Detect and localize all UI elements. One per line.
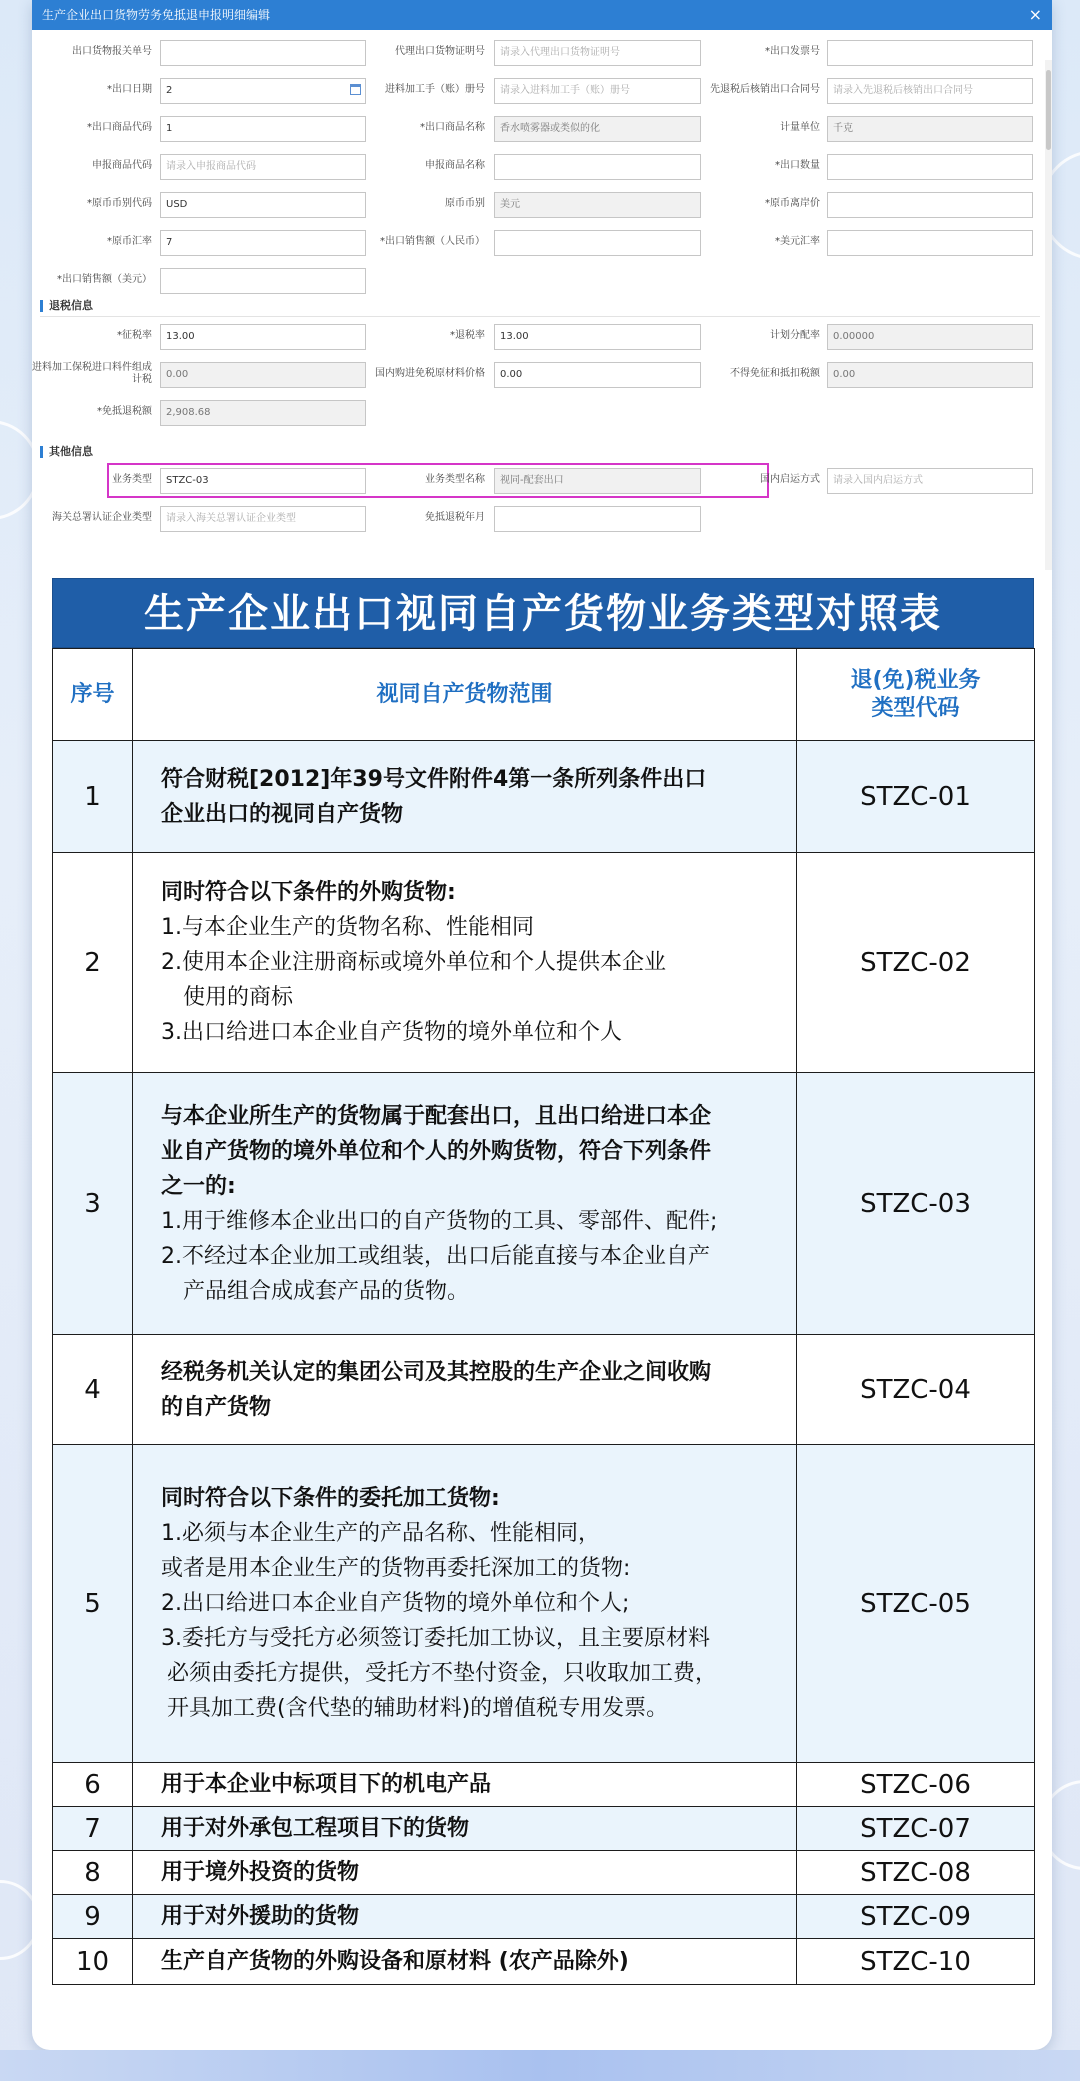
- field-label: 进料加工手（账）册号: [385, 84, 485, 95]
- reference-table: [52, 648, 1035, 1985]
- scope-line: 的自产货物: [161, 1394, 272, 1420]
- table-row: [53, 1895, 1035, 1939]
- row-number: 3: [53, 1073, 133, 1335]
- row-scope: [133, 1763, 797, 1807]
- form-field-input[interactable]: [160, 268, 366, 294]
- field-label: *出口商品名称: [420, 122, 485, 133]
- form-field-input[interactable]: 1: [160, 116, 366, 142]
- row-number: 7: [53, 1807, 133, 1851]
- table-title: 生产企业出口视同自产货物业务类型对照表: [52, 578, 1034, 648]
- scope-line: 或者是用本企业生产的货物再委托深加工的货物:: [161, 1556, 631, 1581]
- scope-line: 1.与本企业生产的货物名称、性能相同: [161, 915, 534, 940]
- scope-line: 同时符合以下条件的外购货物:: [161, 880, 456, 905]
- calendar-icon[interactable]: [350, 84, 361, 95]
- scope-line: 生产自产货物的外购设备和原材料 (农产品除外): [161, 1948, 629, 1974]
- form-field-input[interactable]: 视同-配套出口: [494, 468, 701, 494]
- field-label: 计量单位: [780, 122, 820, 133]
- table-row: [53, 1807, 1035, 1851]
- row-number: 8: [53, 1851, 133, 1895]
- form-field-input[interactable]: 0.00: [160, 362, 366, 388]
- form-field-input[interactable]: 13.00: [494, 324, 701, 350]
- row-type-code: STZC-10: [797, 1939, 1035, 1985]
- scope-line: 1.必须与本企业生产的产品名称、性能相同，: [161, 1521, 600, 1546]
- table-row: [53, 741, 1035, 853]
- row-type-code: STZC-02: [797, 853, 1035, 1073]
- form-field-input[interactable]: [827, 230, 1033, 256]
- form-field-input[interactable]: 2: [160, 78, 366, 104]
- scope-line: 与本企业所生产的货物属于配套出口，且出口给进口本企: [161, 1103, 712, 1129]
- form-row: [32, 466, 1052, 496]
- row-scope: [133, 1335, 797, 1445]
- form-field-input[interactable]: 请录入国内启运方式: [827, 468, 1033, 494]
- scope-line: 企业出口的视同自产货物: [161, 801, 404, 827]
- field-label: 业务类型名称: [425, 474, 485, 485]
- form-field-input[interactable]: 请录入海关总署认证企业类型: [160, 506, 366, 532]
- row-scope: [133, 1895, 797, 1939]
- field-label: 进料加工保税进口料件组成计税: [32, 362, 152, 385]
- section-title-other: 其他信息: [40, 446, 93, 458]
- declaration-form: [32, 30, 1052, 570]
- form-row: [32, 360, 1052, 390]
- table-row: [53, 1939, 1035, 1985]
- form-field-input[interactable]: [160, 40, 366, 66]
- scope-line: 业自产货物的境外单位和个人的外购货物，符合下列条件: [161, 1138, 712, 1164]
- field-label: *出口发票号: [765, 46, 820, 57]
- form-field-input[interactable]: 0.00000: [827, 324, 1033, 350]
- row-type-code: STZC-07: [797, 1807, 1035, 1851]
- form-row: [32, 266, 1052, 296]
- header-code: [797, 649, 1035, 741]
- scope-line: 开具加工费(含代垫的辅助材料)的增值税专用发票。: [167, 1696, 669, 1721]
- table-row: [53, 853, 1035, 1073]
- field-label: 原币币别: [445, 198, 485, 209]
- field-label: *原币汇率: [107, 236, 152, 247]
- scope-line: 2.使用本企业注册商标或境外单位和个人提供本企业: [161, 950, 666, 975]
- form-field-input[interactable]: 13.00: [160, 324, 366, 350]
- field-label: 免抵退税年月: [425, 512, 485, 523]
- field-label: 不得免征和抵扣税额: [730, 368, 820, 379]
- row-type-code: STZC-01: [797, 741, 1035, 853]
- window-titlebar: [32, 0, 1052, 30]
- row-type-code: STZC-06: [797, 1763, 1035, 1807]
- field-label: *美元汇率: [775, 236, 820, 247]
- row-number: 10: [53, 1939, 133, 1985]
- row-type-code: STZC-03: [797, 1073, 1035, 1335]
- form-row: [32, 322, 1052, 352]
- header-scope: 视同自产货物范围: [133, 649, 797, 741]
- form-field-input[interactable]: [827, 192, 1033, 218]
- row-scope: [133, 853, 797, 1073]
- form-field-input[interactable]: [827, 154, 1033, 180]
- scope-line: 用于对外援助的货物: [161, 1903, 360, 1929]
- scope-line: 2.不经过本企业加工或组装，出口后能直接与本企业自产: [161, 1243, 710, 1269]
- form-field-input[interactable]: [494, 230, 701, 256]
- row-number: 2: [53, 853, 133, 1073]
- form-field-input[interactable]: 7: [160, 230, 366, 256]
- field-label: *出口销售额（人民币）: [380, 236, 485, 247]
- header-code-line2: 类型代码: [871, 695, 960, 721]
- form-field-input[interactable]: 0.00: [827, 362, 1033, 388]
- form-field-input[interactable]: 请录入进料加工手（账）册号: [494, 78, 701, 104]
- close-icon[interactable]: ×: [1028, 5, 1042, 24]
- window-title: 生产企业出口货物劳务免抵退申报明细编辑: [42, 8, 271, 22]
- scope-line: 1.用于维修本企业出口的自产货物的工具、零部件、配件;: [161, 1208, 718, 1234]
- field-label: *原币币别代码: [87, 198, 152, 209]
- form-field-input[interactable]: USD: [160, 192, 366, 218]
- form-field-input[interactable]: [494, 506, 701, 532]
- scope-line: 用于境外投资的货物: [161, 1859, 360, 1885]
- row-type-code: STZC-09: [797, 1895, 1035, 1939]
- row-type-code: STZC-04: [797, 1335, 1035, 1445]
- table-row: [53, 1335, 1035, 1445]
- field-label: *退税率: [450, 330, 485, 341]
- scope-line: 产品组合成成套产品的货物。: [183, 1278, 470, 1304]
- scope-line: 使用的商标: [183, 985, 294, 1010]
- business-type-reference-table: [52, 578, 1034, 1985]
- field-label: *出口销售额（美元）: [57, 274, 152, 285]
- field-label: 申报商品名称: [425, 160, 485, 171]
- form-row: [32, 152, 1052, 182]
- field-label: *出口商品代码: [87, 122, 152, 133]
- form-field-input[interactable]: STZC-03: [160, 468, 366, 494]
- form-row: [32, 504, 1052, 534]
- screenshot-card: [32, 0, 1052, 2050]
- table-row: [53, 1763, 1035, 1807]
- form-row: [32, 38, 1052, 68]
- form-field-input[interactable]: 0.00: [494, 362, 701, 388]
- row-number: 5: [53, 1445, 133, 1763]
- field-label: 代理出口货物证明号: [395, 46, 485, 57]
- row-scope: [133, 1445, 797, 1763]
- field-label: *原币离岸价: [765, 198, 820, 209]
- field-label: *出口日期: [107, 84, 152, 95]
- scope-line: 用于对外承包工程项目下的货物: [161, 1815, 470, 1841]
- scope-line: 之一的:: [161, 1173, 236, 1199]
- section-title-tax: 退税信息: [40, 300, 93, 312]
- field-label: *出口数量: [775, 160, 820, 171]
- row-scope: [133, 1073, 797, 1335]
- field-label: 计划分配率: [770, 330, 820, 341]
- scope-line: 3.出口给进口本企业自产货物的境外单位和个人: [161, 1020, 622, 1045]
- header-no: 序号: [53, 649, 133, 741]
- row-scope: [133, 741, 797, 853]
- form-field-input[interactable]: 2,908.68: [160, 400, 366, 426]
- table-row: [53, 1445, 1035, 1763]
- form-field-input[interactable]: 请录入申报商品代码: [160, 154, 366, 180]
- form-field-input[interactable]: 美元: [494, 192, 701, 218]
- row-scope: [133, 1939, 797, 1985]
- row-number: 9: [53, 1895, 133, 1939]
- row-number: 6: [53, 1763, 133, 1807]
- table-row: [53, 1851, 1035, 1895]
- form-field-input[interactable]: 千克: [827, 116, 1033, 142]
- scope-line: 用于本企业中标项目下的机电产品: [161, 1771, 492, 1797]
- scope-line: 经税务机关认定的集团公司及其控股的生产企业之间收购: [161, 1359, 712, 1385]
- field-label: *征税率: [117, 330, 152, 341]
- field-label: 申报商品代码: [92, 160, 152, 171]
- form-field-input[interactable]: 香水喷雾器或类似的化: [494, 116, 701, 142]
- form-field-input[interactable]: [494, 154, 701, 180]
- table-row: [53, 1073, 1035, 1335]
- field-label: 国内启运方式: [760, 474, 820, 485]
- field-label: 海关总署认证企业类型: [52, 512, 152, 523]
- form-field-input[interactable]: 请录入代理出口货物证明号: [494, 40, 701, 66]
- row-scope: [133, 1807, 797, 1851]
- form-field-input[interactable]: 请录入先退税后核销出口合同号: [827, 78, 1033, 104]
- row-number: 1: [53, 741, 133, 853]
- form-row: [32, 76, 1052, 106]
- row-type-code: STZC-05: [797, 1445, 1035, 1763]
- scope-line: 必须由委托方提供，受托方不垫付资金，只收取加工费，: [167, 1661, 718, 1686]
- header-code-line1: 退(免)税业务: [850, 667, 981, 693]
- scope-line: 符合财税[2012]年39号文件附件4第一条所列条件出口: [161, 766, 707, 792]
- form-field-input[interactable]: [827, 40, 1033, 66]
- form-row: [32, 190, 1052, 220]
- field-label: 先退税后核销出口合同号: [710, 84, 820, 95]
- row-type-code: STZC-08: [797, 1851, 1035, 1895]
- bottom-strip: [0, 2050, 1080, 2081]
- form-row: [32, 228, 1052, 258]
- field-label: 出口货物报关单号: [72, 46, 152, 57]
- row-number: 4: [53, 1335, 133, 1445]
- form-row: [32, 398, 1052, 428]
- scope-line: 同时符合以下条件的委托加工货物:: [161, 1486, 500, 1511]
- scope-line: 2.出口给进口本企业自产货物的境外单位和个人;: [161, 1591, 630, 1616]
- form-row: [32, 114, 1052, 144]
- field-label: 国内购进免税原材料价格: [375, 368, 485, 379]
- field-label: *免抵退税额: [97, 406, 152, 417]
- field-label: 业务类型: [112, 474, 152, 485]
- row-scope: [133, 1851, 797, 1895]
- scope-line: 3.委托方与受托方必须签订委托加工协议，且主要原材料: [161, 1626, 710, 1651]
- section-divider: [40, 316, 1040, 317]
